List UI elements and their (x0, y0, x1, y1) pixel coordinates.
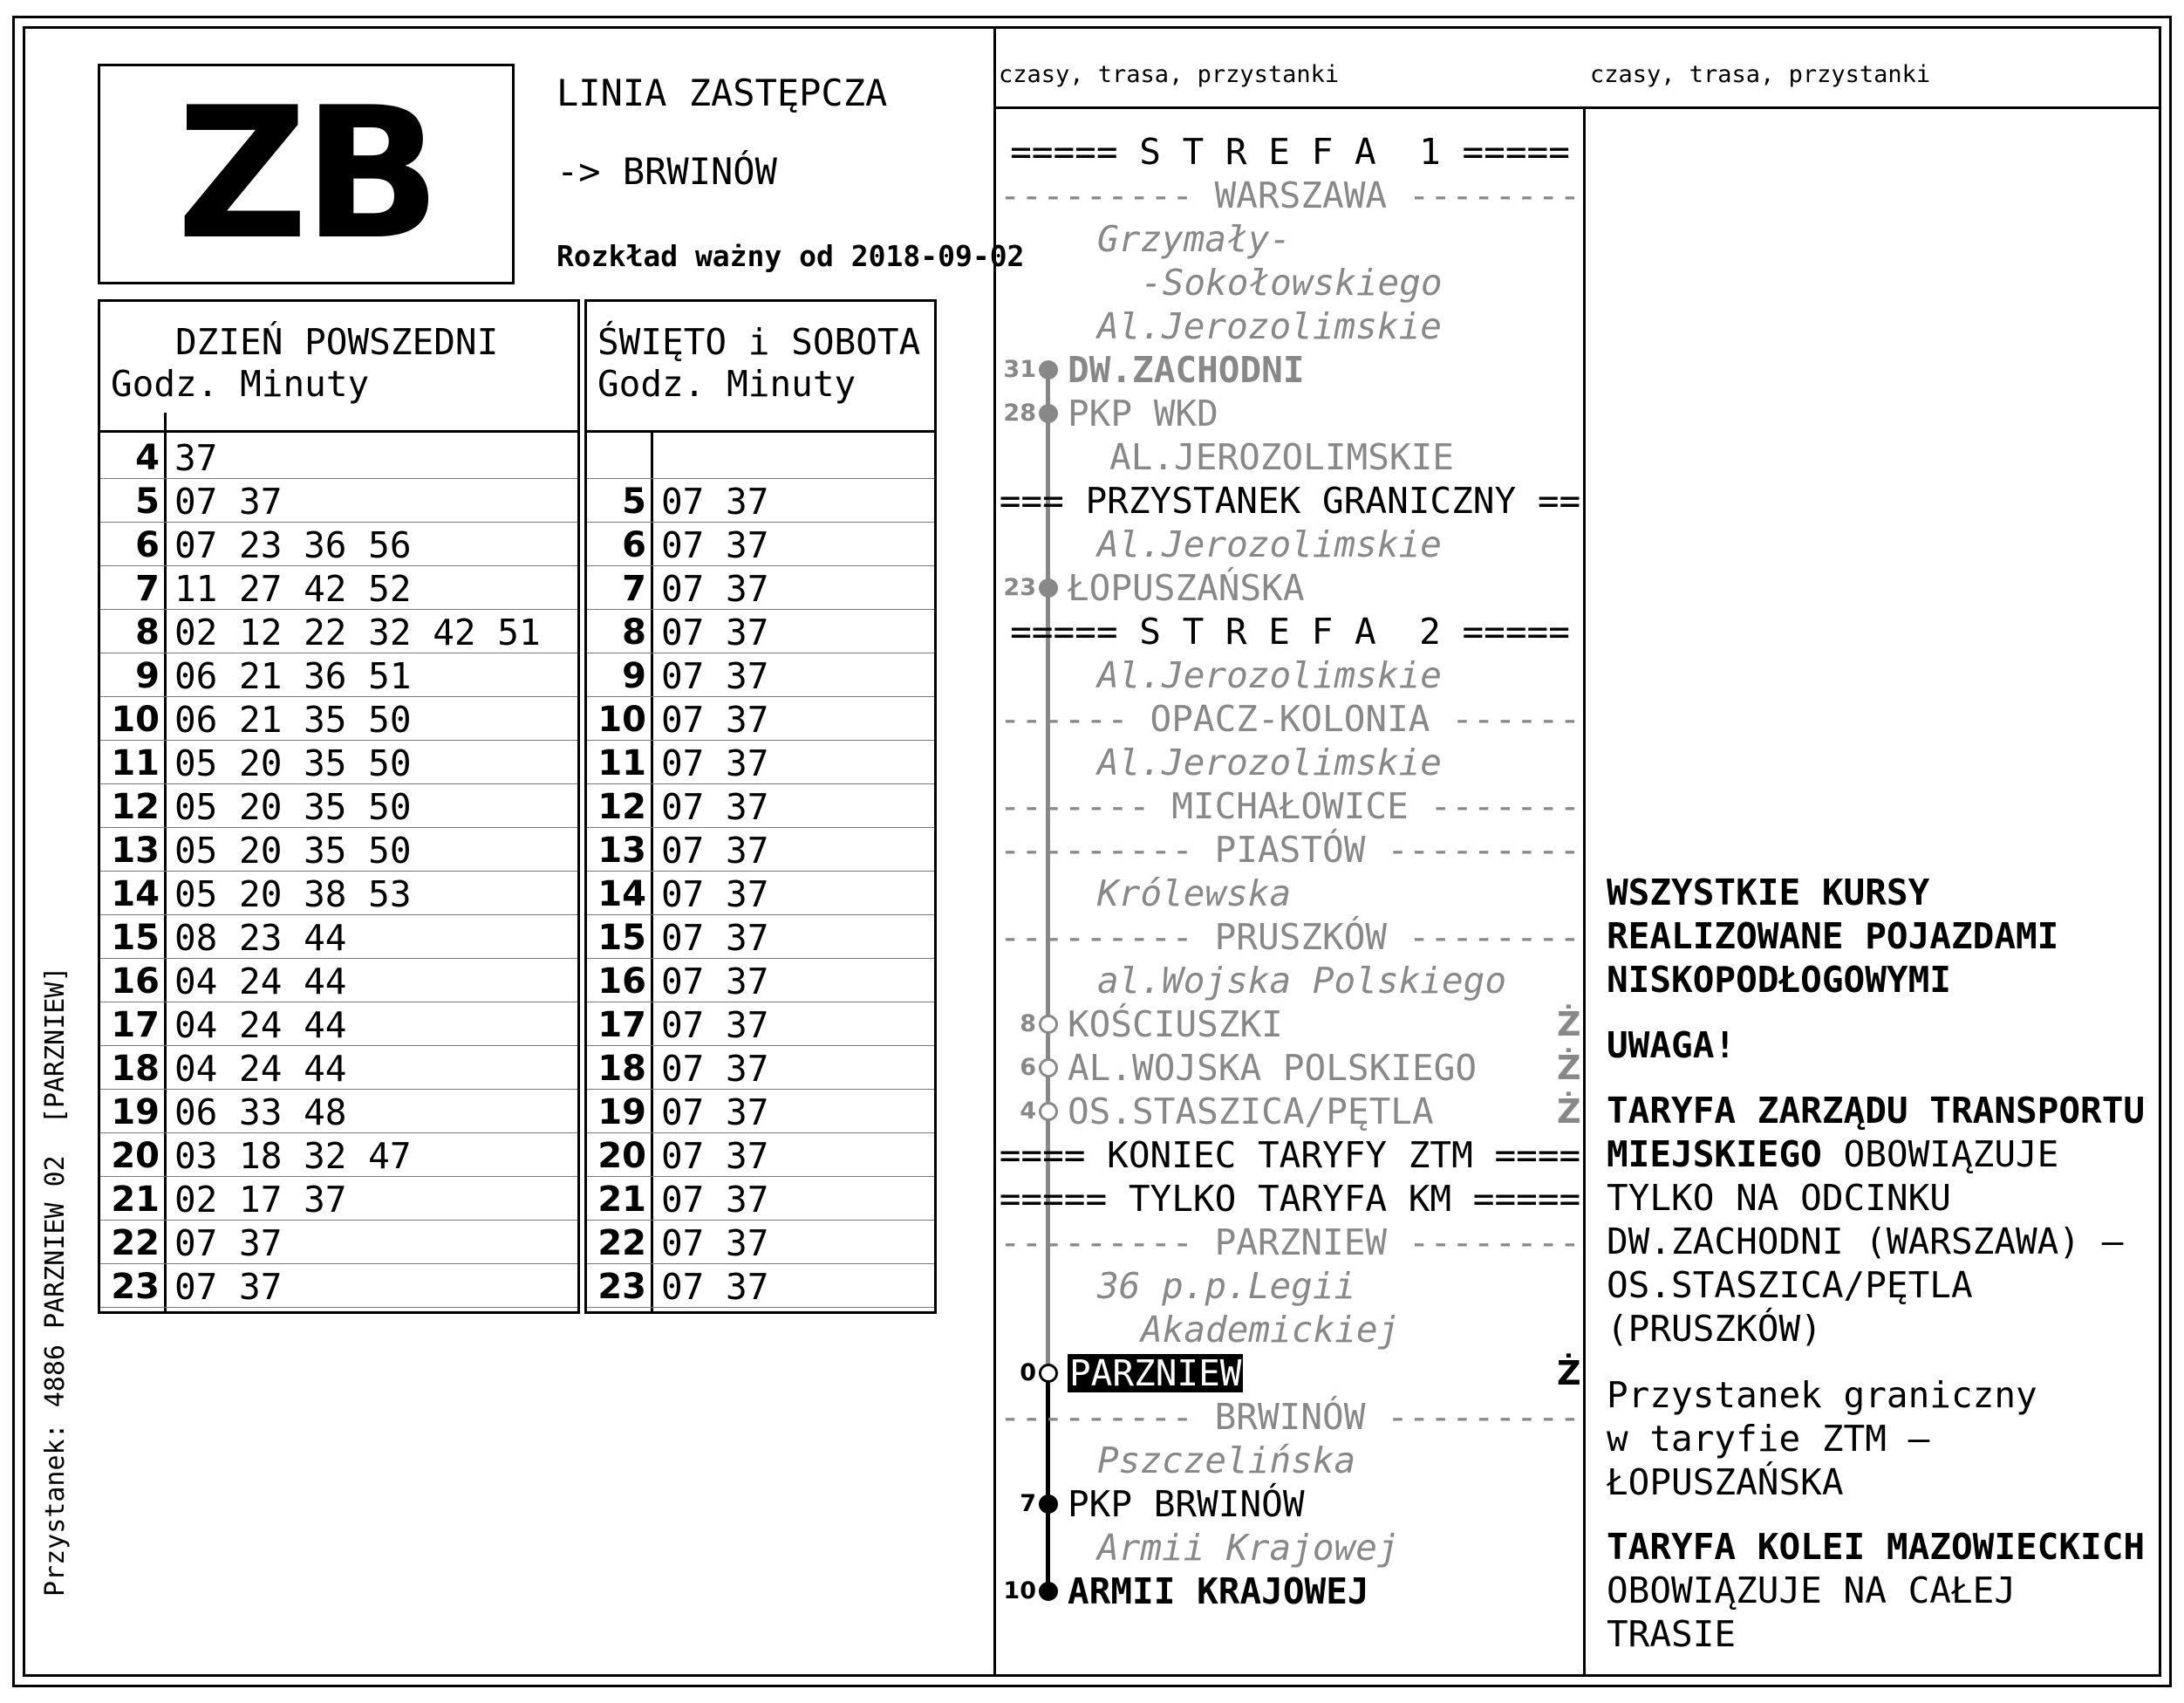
minutes-cell: 06 21 35 50 (174, 699, 412, 741)
street-name: -Sokołowskiego (1141, 262, 1443, 304)
minutes-cell: 07 37 (661, 655, 769, 697)
timetable-row (587, 959, 934, 1002)
minutes-cell: 02 12 22 32 42 51 (174, 612, 541, 653)
minutes-cell: 08 23 44 (174, 917, 347, 959)
hour-cell: 9 (135, 656, 160, 696)
direction: -> BRWINÓW (556, 150, 777, 193)
minutes-cell: 04 24 44 (174, 961, 347, 1002)
timetable-row (100, 1133, 577, 1177)
minutes-cell: 06 33 48 (174, 1091, 347, 1133)
hour-cell: 23 (111, 1267, 160, 1307)
minutes-cell: 07 37 (661, 481, 769, 523)
timetable-row (100, 872, 577, 915)
minutes-cell: 07 37 (661, 612, 769, 653)
timetable-row (100, 828, 577, 872)
minutes-cell: 05 20 35 50 (174, 786, 412, 828)
minutes-cell: 06 21 36 51 (174, 655, 412, 697)
town-separator: --------- PIASTÓW --------- (999, 829, 1581, 871)
street-name: Al.Jerozolimskie (1097, 742, 1442, 783)
timetable-row (100, 523, 577, 566)
timetable-row (100, 1264, 577, 1308)
attention-note: UWAGA! (1607, 1024, 1737, 1066)
minutes-cell: 07 37 (174, 1266, 283, 1308)
holiday-header (587, 302, 934, 433)
town-separator: --------- BRWINÓW --------- (999, 1396, 1581, 1438)
column-divider (993, 26, 996, 1677)
travel-time: 23 (1003, 574, 1036, 601)
on-request-marker: Ż (1557, 1354, 1581, 1392)
street-name: 36 p.p.Legii (1097, 1265, 1356, 1307)
minutes-cell: 05 20 35 50 (174, 830, 412, 872)
line-type: LINIA ZASTĘPCZA (556, 72, 888, 114)
timetable-row (587, 741, 934, 784)
minutes-cell: 07 37 (661, 742, 769, 784)
hour-cell: 16 (597, 961, 646, 1002)
hour-cell: 11 (597, 743, 646, 783)
stop-marker (1039, 1582, 1058, 1601)
timetable-row (100, 1046, 577, 1090)
street-name: Armii Krajowej (1097, 1527, 1399, 1569)
on-request-marker: Ż (1557, 1005, 1581, 1043)
minutes-cell: 05 20 35 50 (174, 742, 412, 784)
minutes-cell: 07 37 (661, 830, 769, 872)
minutes-cell: 04 24 44 (174, 1004, 347, 1046)
minutes-cell: 07 37 (661, 1004, 769, 1046)
route-header-1: czasy, trasa, przystanki (999, 61, 1340, 88)
minutes-cell: 07 37 (661, 786, 769, 828)
hour-cell: 17 (597, 1005, 646, 1045)
timetable-row (100, 697, 577, 741)
minutes-cell: 03 18 32 47 (174, 1135, 412, 1177)
timetable-row (100, 959, 577, 1002)
timetable-row (100, 653, 577, 697)
timetable-row (100, 1177, 577, 1221)
stop-name: OS.STASZICA/PĘTLA (1068, 1091, 1434, 1132)
stop-name: DW.ZACHODNI (1068, 349, 1305, 391)
minutes-cell: 07 37 (661, 873, 769, 915)
hour-cell: 15 (111, 918, 160, 958)
timetable-row (587, 1177, 934, 1221)
hour-cell: 20 (111, 1136, 160, 1176)
hour-cell: 8 (622, 612, 646, 653)
weekday-header (100, 302, 577, 433)
zone-separator: ==== KONIEC TARYFY ZTM ==== (999, 1134, 1581, 1176)
minutes-cell: 07 37 (661, 1048, 769, 1090)
timetable-row (587, 1046, 934, 1090)
street-name: Pszczelińska (1097, 1440, 1356, 1481)
zone-separator: ===== S T R E F A 1 ===== (1010, 131, 1570, 173)
holiday-timetable (584, 299, 937, 1314)
holiday-title: ŚWIĘTO i SOBOTA (597, 321, 921, 363)
street-name: Akademickiej (1141, 1309, 1400, 1351)
hour-cell: 18 (111, 1049, 160, 1089)
timetable-row (100, 610, 577, 653)
minutes-cell: 07 37 (174, 1222, 283, 1264)
timetable-row (587, 784, 934, 828)
town-separator: ------- MICHAŁOWICE ------- (999, 785, 1581, 827)
minutes-cell: 02 17 37 (174, 1179, 347, 1221)
zone-separator: ===== S T R E F A 2 ===== (1010, 611, 1570, 653)
timetable-row (587, 1133, 934, 1177)
minutes-cell: 07 37 (661, 699, 769, 741)
on-request-marker: Ż (1557, 1049, 1581, 1087)
zone-separator: ===== TYLKO TARYFA KM ===== (999, 1178, 1581, 1220)
minutes-cell: 37 (174, 437, 218, 479)
hour-cell: 4 (135, 438, 160, 478)
travel-time: 7 (1020, 1490, 1036, 1517)
column-divider (1583, 108, 1586, 1677)
hour-cell: 12 (111, 787, 160, 827)
timetable-row (100, 479, 577, 523)
travel-time: 0 (1020, 1359, 1036, 1386)
travel-time: 31 (1003, 356, 1036, 383)
hour-cell: 13 (111, 831, 160, 871)
holiday-subtitle: Godz. Minuty (597, 363, 857, 405)
minutes-cell: 07 37 (661, 524, 769, 566)
boundary-note: Przystanek graniczny w taryfie ZTM – ŁOPUSZAŃSKA (1607, 1374, 2037, 1503)
weekday-timetable (98, 299, 580, 1314)
street-name: Al.Jerozolimskie (1097, 523, 1442, 565)
hour-cell: 13 (597, 831, 646, 871)
hour-cell: 6 (135, 525, 160, 565)
weekday-title: DZIEŃ POWSZEDNI (175, 321, 499, 363)
minutes-cell: 07 37 (661, 1135, 769, 1177)
travel-time: 10 (1003, 1577, 1036, 1604)
timetable-row (587, 610, 934, 653)
hour-cell: 6 (622, 525, 646, 565)
stop-marker (1039, 578, 1058, 598)
minutes-cell: 07 37 (661, 961, 769, 1002)
street-name: Al.Jerozolimskie (1097, 305, 1442, 347)
hour-cell: 10 (111, 700, 160, 740)
stop-marker (1039, 1102, 1058, 1121)
hour-cell: 23 (597, 1267, 646, 1307)
hour-cell: 8 (135, 612, 160, 653)
hour-cell: 15 (597, 918, 646, 958)
travel-time: 28 (1003, 400, 1036, 427)
timetable-row (587, 435, 934, 479)
street-name: Królewska (1097, 872, 1292, 914)
hour-cell: 11 (111, 743, 160, 783)
stop-name: AL.WOJSKA POLSKIEGO (1068, 1047, 1477, 1089)
hour-cell: 10 (597, 700, 646, 740)
minutes-cell: 04 24 44 (174, 1048, 347, 1090)
hour-cell (587, 435, 646, 479)
minutes-cell: 05 20 38 53 (174, 873, 412, 915)
hour-cell: 7 (135, 569, 160, 609)
timetable-row (587, 915, 934, 959)
minutes-cell: 07 37 (661, 1179, 769, 1221)
travel-time: 4 (1020, 1098, 1036, 1125)
km-tariff-bold: TARYFA KOLEI MAZOWIECKICH (1607, 1526, 2146, 1568)
hour-cell: 14 (597, 874, 646, 914)
hour-cell: 18 (597, 1049, 646, 1089)
timetable-row (100, 915, 577, 959)
travel-time: 8 (1020, 1010, 1036, 1037)
stop-marker (1039, 1494, 1058, 1514)
town-separator: ------ OPACZ-KOLONIA ------ (999, 698, 1581, 740)
street-name: al.Wojska Polskiego (1097, 960, 1506, 1002)
stop-marker (1039, 1058, 1058, 1077)
minutes-cell: 07 37 (661, 1266, 769, 1308)
stop-marker (1039, 360, 1058, 380)
stop-name: PARZNIEW (1069, 1352, 1242, 1394)
travel-time: 6 (1020, 1054, 1036, 1081)
minutes-cell: 07 37 (174, 481, 283, 523)
hour-cell: 9 (622, 656, 646, 696)
hour-cell: 21 (111, 1180, 160, 1220)
stop-name: ŁOPUSZAŃSKA (1068, 567, 1305, 609)
hour-cell: 20 (597, 1136, 646, 1176)
street-name: Al.Jerozolimskie (1097, 654, 1442, 696)
header-divider (993, 106, 2161, 109)
low-floor-note: WSZYSTKIE KURSY REALIZOWANE POJAZDAMI NISKOPODŁOGOWYMI (1607, 872, 2059, 1001)
stop-name: PKP WKD (1068, 393, 1218, 434)
timetable-row (587, 1002, 934, 1046)
minutes-cell: 07 37 (661, 917, 769, 959)
street-name: Grzymały- (1097, 218, 1292, 260)
timetable-row (100, 784, 577, 828)
timetable-row (100, 1221, 577, 1264)
hour-cell: 19 (111, 1092, 160, 1132)
hour-cell: 17 (111, 1005, 160, 1045)
timetable-row (587, 566, 934, 610)
timetable-row (100, 435, 577, 479)
ztm-tariff-bold: TARYFA ZARZĄDU TRANSPORTU MIEJSKIEGO (1607, 1090, 2146, 1175)
zone-separator: === PRZYSTANEK GRANICZNY == (999, 480, 1581, 522)
weekday-subtitle: Godz. Minuty (111, 363, 370, 405)
stop-marker (1039, 1015, 1058, 1034)
minutes-cell: 07 37 (661, 1091, 769, 1133)
stop-name: KOŚCIUSZKI (1068, 1003, 1283, 1045)
timetable-row (587, 828, 934, 872)
timetable-row (587, 653, 934, 697)
hour-cell: 12 (597, 787, 646, 827)
hour-cell: 7 (622, 569, 646, 609)
town-separator: --------- PARZNIEW -------- (999, 1221, 1581, 1263)
hour-cell: 5 (135, 482, 160, 522)
minutes-cell: 07 37 (661, 1222, 769, 1264)
line-number: ZB (176, 68, 436, 280)
timetable-row (100, 741, 577, 784)
timetable-row (587, 1090, 934, 1133)
stop-marker (1039, 1364, 1058, 1383)
hour-cell: 16 (111, 961, 160, 1002)
hour-cell: 22 (597, 1223, 646, 1263)
valid-from: Rozkład ważny od 2018-09-02 (556, 239, 1025, 273)
street-name: AL.JEROZOLIMSKIE (1109, 436, 1454, 478)
stop-label: Przystanek: 4886 PARZNIEW 02 [PARZNIEW] (40, 966, 71, 1597)
km-tariff-rest: OBOWIĄZUJE NA CAŁEJ TRASIE (1607, 1570, 2016, 1655)
minutes-cell: 07 37 (661, 568, 769, 610)
route-header-2: czasy, trasa, przystanki (1590, 61, 1931, 88)
ztm-tariff-note (1607, 1089, 2145, 1351)
timetable-row (100, 566, 577, 610)
timetable-row (587, 523, 934, 566)
ztm-tariff-rest: OBOWIĄZUJE TYLKO NA ODCINKU DW.ZACHODNI (WARSZAWA) – OS.STASZICA/PĘTLA (PRUSZKÓW) (1607, 1133, 2124, 1350)
hour-cell: 5 (622, 482, 646, 522)
timetable-row (100, 1090, 577, 1133)
timetable-row (587, 479, 934, 523)
timetable-row (587, 872, 934, 915)
stop-name: PKP BRWINÓW (1068, 1483, 1305, 1525)
minutes-cell: 07 23 36 56 (174, 524, 412, 566)
stop-marker (1039, 404, 1058, 423)
hour-cell: 14 (111, 874, 160, 914)
hour-cell: 21 (597, 1180, 646, 1220)
timetable-row (587, 1221, 934, 1264)
timetable-row (587, 1264, 934, 1308)
hour-cell: 19 (597, 1092, 646, 1132)
stop-name: ARMII KRAJOWEJ (1068, 1570, 1369, 1612)
town-separator: --------- WARSZAWA -------- (999, 174, 1581, 216)
town-separator: --------- PRUSZKÓW -------- (999, 916, 1581, 958)
timetable-row (587, 697, 934, 741)
line-number-box (98, 64, 515, 284)
timetable-row (100, 1002, 577, 1046)
on-request-marker: Ż (1557, 1092, 1581, 1131)
minutes-cell: 11 27 42 52 (174, 568, 412, 610)
hour-cell: 22 (111, 1223, 160, 1263)
